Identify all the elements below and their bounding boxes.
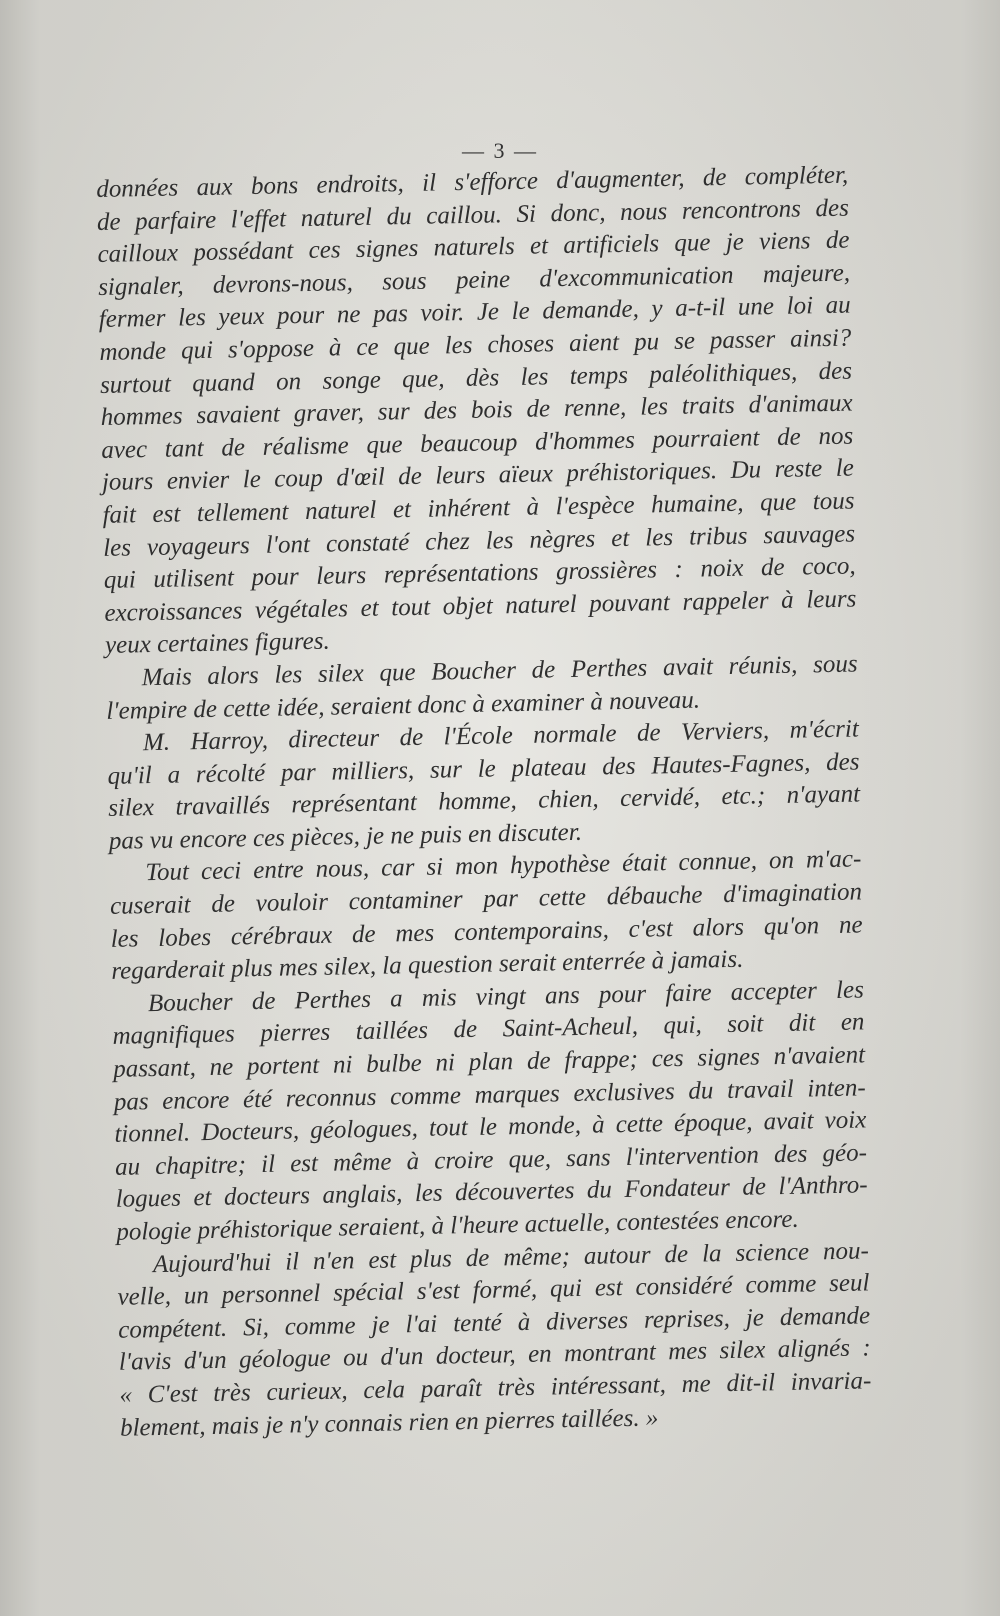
text-line: tionnel. Docteurs, géologues, tout le monde, à cette époque, avait voix bbox=[114, 1106, 867, 1149]
text-line: Tout ceci entre nous, car si mon hypothèse était connue, on m'ac- bbox=[145, 845, 862, 887]
text-line: pas encore été reconnus comme marques exclusives du travail inten- bbox=[113, 1074, 866, 1116]
text-line: avec tant de réalisme que beaucoup d'hommes pourraient de nos bbox=[101, 422, 854, 464]
text-line: signaler, devrons-nous, sous peine d'excommunication majeure, bbox=[97, 259, 851, 301]
text-line: données aux bons endroits, il s'efforce d'augmenter, de compléter, bbox=[96, 161, 849, 203]
text-line: pologie préhistorique seraient, à l'heure actuelle, contestées encore. bbox=[116, 1205, 799, 1246]
text-line: fait est tellement naturel et inhérent à l'espèce humaine, que tous bbox=[102, 487, 855, 529]
text-line: monde qui s'oppose à ce que les choses aient pu se passer ainsi? bbox=[99, 324, 852, 366]
text-line: regarderait plus mes silex, la question serait enterrée à jamais. bbox=[111, 945, 744, 986]
text-line: l'avis d'un géologue ou d'un docteur, en montrant mes silex alignés : bbox=[118, 1334, 871, 1377]
text-line: les voyageurs l'ont constaté chez les nègres et les tribus sauvages bbox=[102, 520, 856, 562]
text-line: logues et docteurs anglais, les découvertes du Fondateur de l'Anthro- bbox=[115, 1171, 868, 1214]
text-line: surtout quand on songe que, dès les temps paléolithiques, des bbox=[99, 357, 853, 399]
page-number: — 3 — bbox=[462, 138, 538, 163]
text-line: hommes savaient graver, sur des bois de renne, les traits d'animaux bbox=[100, 389, 853, 432]
text-line: l'empire de cette idée, seraient donc à examiner à nouveau. bbox=[106, 686, 701, 725]
text-line: de parfaire l'effet naturel du caillou. Si donc, nous rencontrons des bbox=[96, 194, 850, 236]
text-line: qui utilisent pour leurs représentations grossières : noix de coco, bbox=[103, 552, 856, 595]
text-line: Boucher de Perthes a mis vingt ans pour faire accepter les bbox=[147, 976, 865, 1017]
text-line: « C'est très curieux, cela paraît très intéressant, me dit-il invaria- bbox=[119, 1367, 872, 1409]
text-line: silex travaillés représentant homme, chien, cervidé, etc.; n'ayant bbox=[107, 780, 861, 823]
text-line: fermer les yeux pour ne pas voir. Je le demande, y a-t-il une loi au bbox=[98, 291, 851, 334]
text-line: passant, ne portent ni bulbe ni plan de frappe; ces signes n'avaient bbox=[112, 1041, 866, 1083]
text-line: jours envier le coup d'œil de leurs aïeux préhistoriques. Du reste le bbox=[101, 454, 855, 497]
text-line: M. Harroy, directeur de l'École normale de Verviers, m'écrit bbox=[142, 715, 860, 757]
text-line: excroissances végétales et tout objet naturel pouvant rappeler à leurs bbox=[104, 585, 857, 627]
body-text bbox=[96, 160, 872, 1445]
text-line: cuserait de vouloir contaminer par cette débauche d'imagination bbox=[109, 878, 863, 920]
text-line: Aujourd'hui il n'en est plus de même; autour de la science nou- bbox=[152, 1236, 870, 1278]
text-line: velle, un personnel spécial s'est formé, qui est considéré comme seul bbox=[117, 1269, 870, 1311]
text-line: les lobes cérébraux de mes contemporains, c'est alors qu'on ne bbox=[110, 911, 863, 953]
text-line: blement, mais je n'y connais rien en pierres taillées. » bbox=[119, 1403, 659, 1442]
text-line: Mais alors les silex que Boucher de Perthes avait réunis, sous bbox=[141, 650, 858, 692]
text-line: au chapitre; il est même à croire que, sans l'intervention des géo- bbox=[114, 1139, 868, 1181]
text-line: pas vu encore ces pièces, je ne puis en discuter. bbox=[108, 818, 583, 855]
text-line: yeux certaines figures. bbox=[104, 627, 330, 660]
text-line: cailloux possédant ces signes naturels et artificiels que je viens de bbox=[97, 226, 850, 269]
text-line: magnifiques pierres taillées de Saint-Acheul, qui, soit dit en bbox=[112, 1008, 865, 1051]
text-line: qu'il a récolté par milliers, sur le plateau des Hautes-Fagnes, des bbox=[107, 748, 860, 790]
text-line: compétent. Si, comme je l'ai tenté à diverses reprises, je demande bbox=[117, 1302, 871, 1344]
